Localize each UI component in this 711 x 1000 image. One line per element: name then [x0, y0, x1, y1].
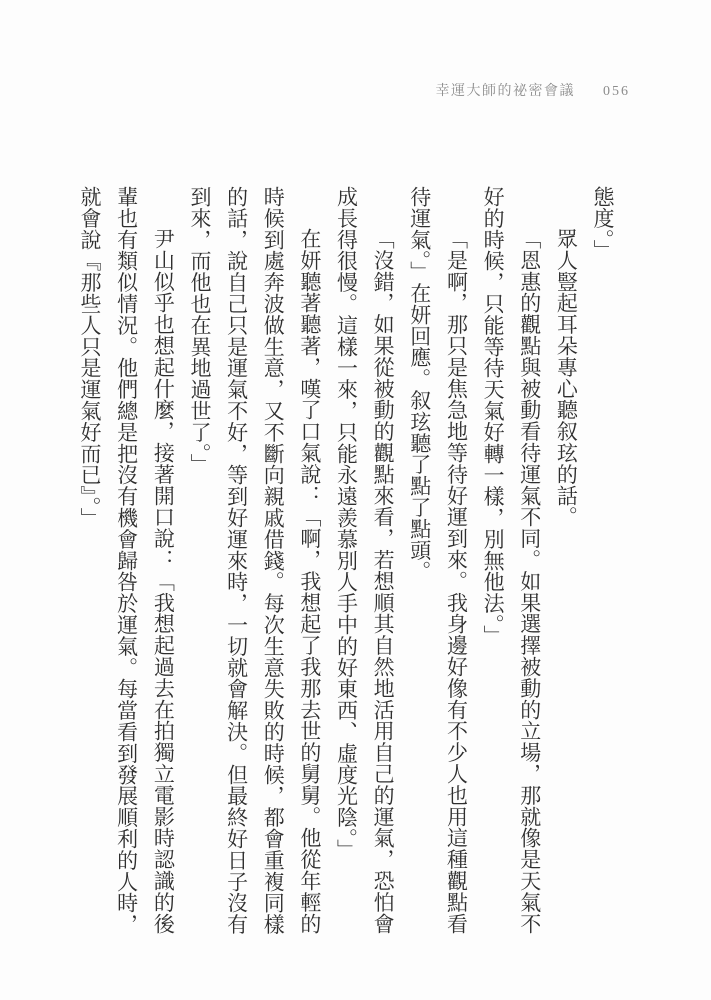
body-text [61, 186, 621, 938]
paragraph: 「是啊，那只是焦急地等待好運到來。我身邊好像有不少人也用這種觀點看待運氣。」在妍回應。叙玹聽了點了點頭。 [407, 186, 469, 935]
paragraph: 「沒錯，如果從被動的觀點來看，若想順其自然地活用自己的運氣，恐怕會成長得很慢。這樣一來，只能永遠羨慕別人手中的好東西、虛度光陰。」 [334, 186, 396, 935]
paragraph: 在妍聽著聽著，嘆了口氣說：「啊，我想起了我那去世的舅舅。他從年輕的時候到處奔波做生意，又不斷向親戚借錢。每次生意失敗的時候，都會重複同樣的話，說自己只是運氣不好，等到好運來時，一切就會解決。但最終好日子沒有到來，而他也在異地過世了。」 [187, 186, 322, 935]
chapter-title: 幸運大師的祕密會議 [435, 84, 575, 99]
running-header [436, 80, 631, 100]
page-number: 056 [603, 84, 630, 99]
paragraph: 尹山似乎也想起什麼，接著開口說：「我想起過去在拍獨立電影時認識的後輩也有類似情況。他們總是把沒有機會歸咎於運氣。每當看到發展順利的人時，就會說『那些人只是運氣好而已』。」 [78, 186, 176, 935]
paragraph: 眾人豎起耳朵專心聽叙玹的話。 [554, 228, 579, 528]
paragraph: 態度。」 [591, 186, 615, 262]
paragraph: 「恩惠的觀點與被動看待運氣不同。如果選擇被動的立場，那就像是天氣不好的時候，只能等待天氣好轉一樣，別無他法。」 [481, 186, 542, 935]
